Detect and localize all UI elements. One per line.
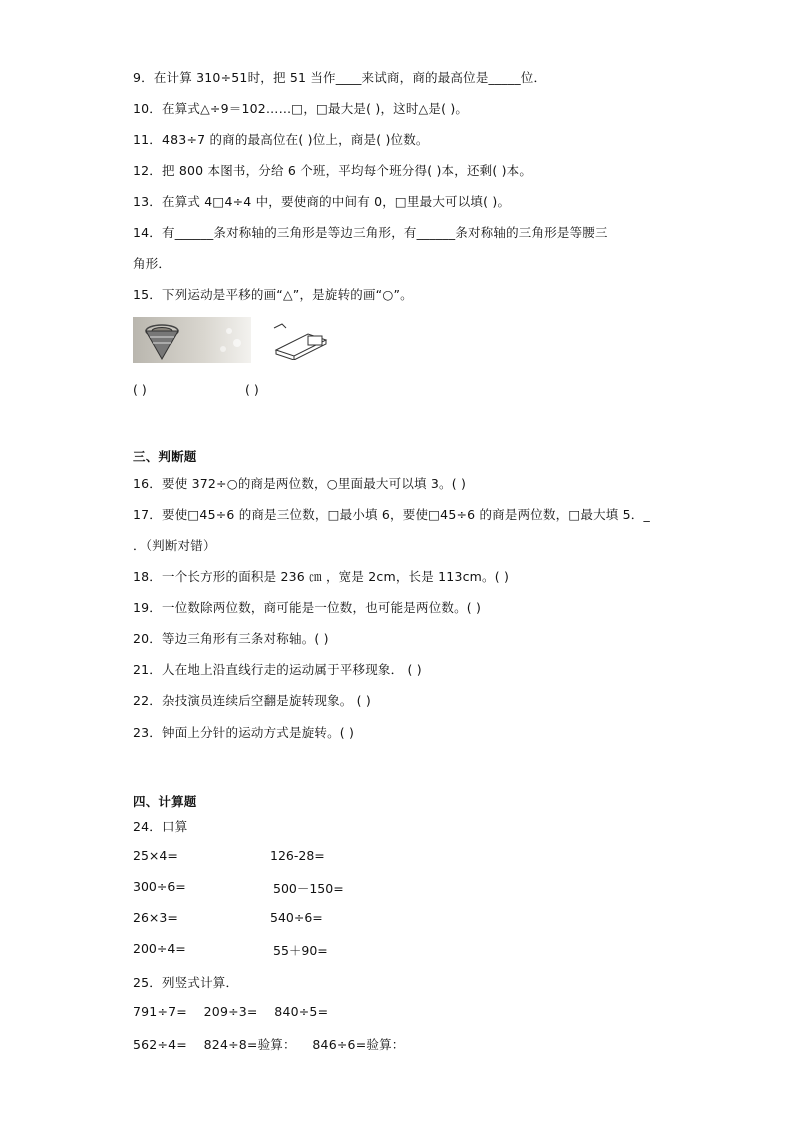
- vertical-calc-line-1: 791÷7= 209÷3= 840÷5=: [133, 1004, 329, 1019]
- question-25-title: 25．列竖式计算．: [133, 975, 239, 990]
- question-15: 15．下列运动是平移的画“△”，是旋转的画“○”。: [133, 287, 413, 302]
- question-10: 10．在算式△÷9＝102……□，□最大是( )，这时△是( )。: [133, 101, 469, 116]
- oral-calc-left-2: 300÷6=: [133, 879, 186, 894]
- oral-calc-right-4: 55＋90=: [273, 943, 328, 958]
- question-23: 23．钟面上分针的运动方式是旋转。( ): [133, 725, 355, 740]
- q15-answer-1: ( ): [133, 382, 147, 397]
- question-14: 14．有______条对称轴的三角形是等边三角形，有______条对称轴的三角形是等腰三: [133, 225, 608, 240]
- question-18: 18．一个长方形的面积是 236 ㎝ ，宽是 2cm，长是 113cm。( ): [133, 569, 510, 584]
- oral-calc-left-1: 25×4=: [133, 848, 178, 863]
- oral-calc-right-3: 540÷6=: [270, 910, 323, 925]
- question-17: 17．要使□45÷6 的商是三位数，□最小填 6，要使□45÷6 的商是两位数，□最大填 5．_: [133, 507, 650, 522]
- question-19: 19．一位数除两位数，商可能是一位数，也可能是两位数。( ): [133, 600, 482, 615]
- question-14-cont: 角形．: [133, 256, 172, 271]
- question-20: 20．等边三角形有三条对称轴。( ): [133, 631, 329, 646]
- oral-calc-left-3: 26×3=: [133, 910, 178, 925]
- question-21: 21．人在地上沿直线行走的运动属于平移现象． ( ): [133, 662, 422, 677]
- oral-calc-left-4: 200÷4=: [133, 941, 186, 956]
- oral-calc-right-1: 126-28=: [270, 848, 325, 863]
- question-12: 12．把 800 本图书，分给 6 个班，平均每个班分得( )本，还剩( )本。: [133, 163, 533, 178]
- question-16: 16．要使 372÷○的商是两位数，○里面最大可以填 3。( ): [133, 476, 467, 491]
- question-24-title: 24．口算: [133, 819, 188, 834]
- oral-calc-right-2: 500－150=: [273, 881, 344, 896]
- question-17-cont: ．（判断对错）: [133, 538, 216, 553]
- spinning-top-image: [133, 317, 251, 363]
- question-13: 13．在算式 4□4÷4 中，要使商的中间有 0，□里最大可以填( )。: [133, 194, 511, 209]
- section-4-title: 四、计算题: [133, 794, 197, 809]
- vertical-calc-line-2: 562÷4= 824÷8=验算： 846÷6=验算：: [133, 1037, 405, 1052]
- section-3-title: 三、判断题: [133, 449, 197, 464]
- sliding-drawer-image: [272, 320, 330, 360]
- q15-answer-2: ( ): [245, 382, 259, 397]
- question-11: 11．483÷7 的商的最高位在( )位上，商是( )位数。: [133, 132, 429, 147]
- question-9: 9．在计算 310÷51时，把 51 当作____来试商，商的最高位是_____位．: [133, 70, 547, 85]
- question-22: 22．杂技演员连续后空翻是旋转现象。 ( ): [133, 693, 372, 708]
